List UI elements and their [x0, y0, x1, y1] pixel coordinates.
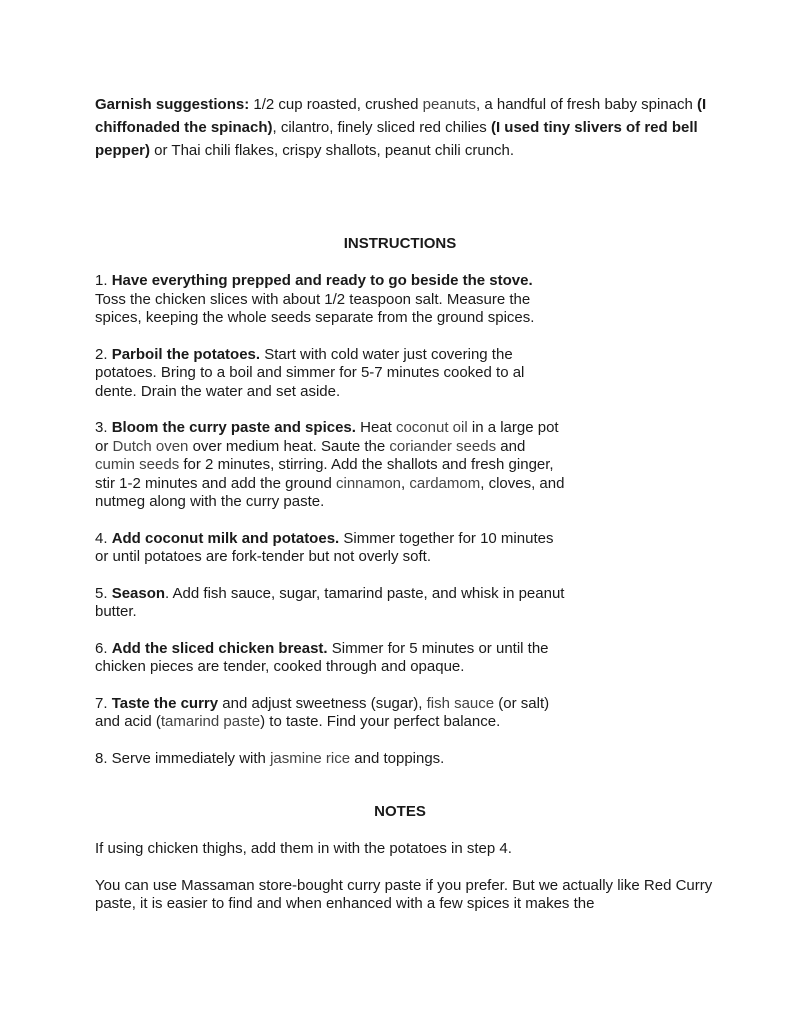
- step-number: 7.: [95, 694, 112, 712]
- step-5: [95, 585, 565, 622]
- fish-sauce-link[interactable]: fish sauce: [426, 694, 495, 712]
- instructions-list: [95, 272, 565, 786]
- step-title: Have everything prepped and ready to go beside the stove.: [111, 272, 533, 289]
- step-6: [95, 640, 565, 677]
- coconut-oil-link[interactable]: coconut oil: [395, 419, 468, 436]
- step-text: over medium heat. Saute the: [188, 437, 390, 455]
- step-text: (or salt) and acid (: [95, 694, 550, 730]
- garnish-text: or Thai chili flakes, crispy shallots, peanut chili crunch.: [150, 142, 515, 159]
- step-number: 6.: [95, 639, 112, 657]
- step-text: and: [496, 437, 526, 455]
- step-title: Season: [111, 584, 166, 602]
- cardamom-link[interactable]: cardamom: [409, 474, 481, 492]
- cinnamon-link[interactable]: cinnamon: [335, 474, 402, 492]
- step-text: Heat: [355, 419, 396, 436]
- notes-section: [95, 840, 715, 932]
- step-text: Simmer for 5 minutes or until the chicken pieces are tender, cooked through and opaque.: [95, 639, 549, 675]
- garnish-paragraph: [95, 93, 715, 162]
- step-8: [95, 750, 565, 769]
- garnish-note-chiffonade: (I chiffonaded the spinach): [95, 96, 707, 136]
- step-1: [95, 272, 565, 328]
- step-7: [95, 695, 565, 732]
- step-text: 8. Serve immediately with: [95, 749, 271, 767]
- dutch-oven-link[interactable]: Dutch oven: [112, 437, 189, 455]
- cumin-seeds-link[interactable]: cumin seeds: [95, 456, 180, 473]
- step-3: [95, 419, 565, 512]
- coriander-seeds-link[interactable]: coriander seeds: [389, 437, 497, 455]
- step-number: 3.: [95, 419, 112, 436]
- step-text: . Add fish sauce, sugar, tamarind paste, and whisk in peanut butter.: [95, 584, 565, 620]
- step-text: ,: [401, 474, 410, 492]
- garnish-note-slivers: (I used tiny slivers of red bell pepper): [95, 119, 698, 159]
- step-text: and toppings.: [350, 749, 445, 767]
- notes-heading: NOTES: [374, 803, 426, 820]
- jasmine-rice-link[interactable]: jasmine rice: [270, 749, 351, 767]
- step-text: Start with cold water just covering the potatoes. Bring to a boil and simmer for 5-7 minutes cooked to al dente. Drain the water and set aside.: [95, 345, 525, 400]
- step-text: Simmer together for 10 minutes or until potatoes are fork-tender but not overly soft.: [95, 529, 554, 565]
- instructions-heading: INSTRUCTIONS: [343, 235, 457, 252]
- step-4: [95, 530, 565, 567]
- step-text: , cloves, and nutmeg along with the curry paste.: [95, 474, 565, 510]
- peanuts-link[interactable]: peanuts: [422, 96, 477, 113]
- step-title: Parboil the potatoes.: [111, 345, 261, 363]
- step-2: [95, 346, 565, 402]
- tamarind-paste-link[interactable]: tamarind paste: [160, 713, 261, 730]
- step-title: Add coconut milk and potatoes.: [111, 529, 340, 547]
- step-number: 5.: [95, 584, 112, 602]
- step-title: Taste the curry: [111, 694, 219, 712]
- step-text: in a large pot or: [95, 419, 559, 455]
- step-title: Bloom the curry paste and spices.: [111, 419, 356, 436]
- garnish-text: 1/2 cup roasted, crushed: [249, 96, 423, 113]
- garnish-text: , cilantro, finely sliced red chilies: [272, 119, 491, 136]
- step-text: Toss the chicken slices with about 1/2 teaspoon salt. Measure the spices, keeping the whole seeds separate from the ground spices.: [95, 290, 535, 326]
- step-number: 2.: [95, 345, 112, 363]
- note-1: If using chicken thighs, add them in with the potatoes in step 4.: [95, 840, 512, 857]
- garnish-label: Garnish suggestions:: [95, 96, 250, 113]
- step-text: for 2 minutes, stirring. Add the shallots and fresh ginger, stir 1-2 minutes and add the ground: [95, 456, 554, 492]
- step-title: Add the sliced chicken breast.: [111, 639, 328, 657]
- step-text: and adjust sweetness (sugar),: [218, 694, 427, 712]
- note-2: You can use Massaman store-bought curry paste if you prefer. But we actually like Red Curry paste, it is easier to find and when enhanced with a few spices it makes the: [95, 876, 713, 912]
- step-number: 4.: [95, 529, 112, 547]
- step-number: 1.: [95, 272, 112, 289]
- garnish-text: , a handful of fresh baby spinach: [476, 96, 698, 113]
- step-text: ) to taste. Find your perfect balance.: [260, 713, 501, 730]
